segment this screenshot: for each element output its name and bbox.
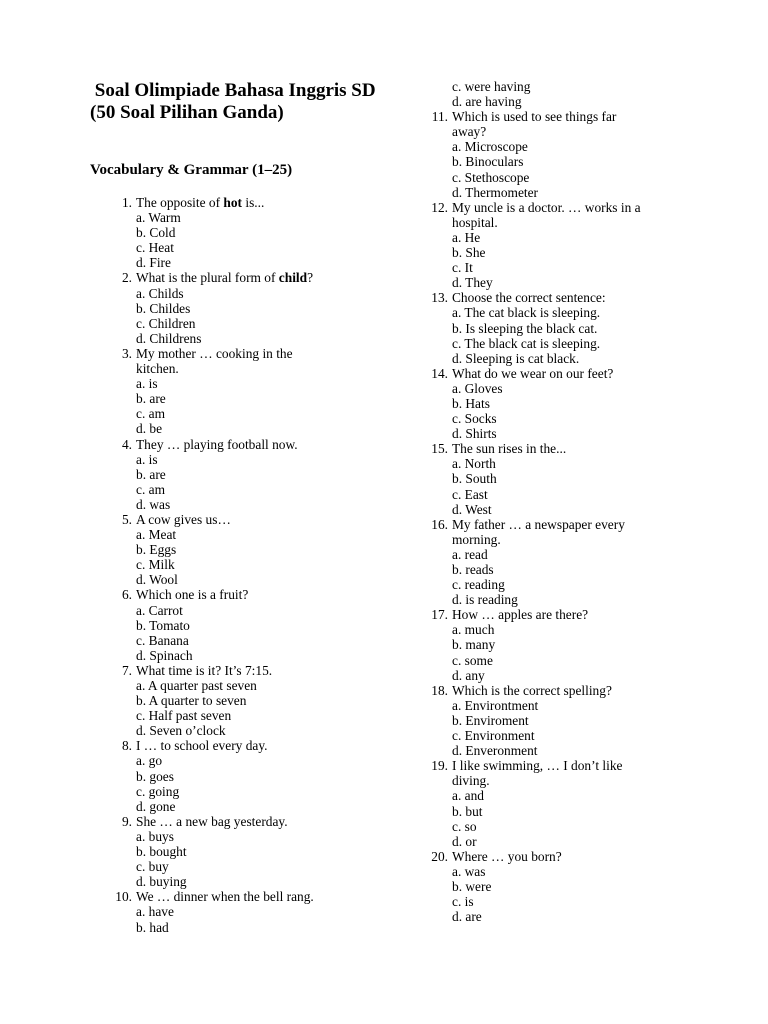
option-d: d. any — [452, 667, 485, 683]
option-c: c. reading — [452, 577, 505, 593]
question-text-part: is... — [242, 195, 265, 210]
question-number: 4. — [121, 436, 132, 452]
document-title: Soal Olimpiade Bahasa Inggris SD (50 Soal Pilihan Ganda) — [90, 80, 381, 123]
question-text — [136, 195, 264, 210]
option-d: d. or — [452, 833, 477, 849]
question-text-continued: away? — [452, 124, 487, 140]
question-text-part: ? — [307, 270, 314, 286]
option-c: c. Stethoscope — [452, 169, 530, 185]
right-column — [426, 79, 676, 924]
option-c: c. were having — [452, 79, 531, 94]
question-number: 10. — [115, 889, 132, 905]
question-text: We … dinner when the bell rang. — [136, 889, 314, 905]
question-number: 9. — [121, 813, 132, 829]
option-a: a. have — [136, 904, 174, 920]
option-d: d. Childrens — [136, 330, 202, 346]
question-text: Where … you born? — [452, 848, 562, 864]
question-number: 14. — [431, 365, 448, 381]
question-number: 18. — [431, 682, 448, 698]
option-d: d. Wool — [136, 572, 178, 588]
question-text: A cow gives us… — [136, 511, 231, 527]
question-number: 11. — [431, 109, 448, 125]
option-a: a. much — [452, 622, 495, 638]
question-2 — [110, 270, 350, 345]
option-a: a. A quarter past seven — [136, 678, 257, 693]
option-b: b. were — [452, 878, 492, 894]
question-number: 7. — [121, 662, 132, 678]
question-number: 19. — [431, 758, 448, 774]
question-17 — [426, 607, 676, 682]
option-c: c. Half past seven — [136, 708, 232, 724]
option-a: a. The cat black is sleeping. — [452, 305, 601, 321]
question-9 — [110, 814, 350, 889]
question-7 — [110, 663, 350, 738]
question-8 — [110, 738, 350, 813]
question-20 — [426, 849, 676, 924]
option-d: d. Thermometer — [452, 184, 539, 200]
option-b: b. had — [136, 919, 169, 935]
option-a: a. Gloves — [452, 380, 503, 396]
question-number: 2. — [121, 270, 132, 286]
option-b: b. South — [452, 471, 497, 487]
option-d: d. They — [452, 275, 493, 291]
option-d: d. was — [136, 496, 171, 512]
option-d: d. Fire — [136, 255, 171, 271]
question-text-continued: kitchen. — [136, 361, 179, 377]
question-text: The sun rises in the... — [452, 441, 567, 457]
option-b: b. Enviroment — [452, 712, 529, 728]
option-a: a. read — [452, 546, 488, 562]
option-a: a. buys — [136, 828, 174, 844]
option-a: a. He — [452, 229, 481, 245]
question-number: 16. — [431, 516, 448, 532]
option-c: c. Heat — [136, 240, 174, 256]
question-text: Which one is a fruit? — [136, 587, 249, 603]
option-b: b. Eggs — [136, 542, 177, 558]
question-number: 13. — [431, 290, 448, 306]
option-a: a. Carrot — [136, 602, 183, 618]
option-c: c. Socks — [452, 411, 497, 427]
option-b: b. Tomato — [136, 617, 190, 633]
option-a: a. is — [136, 376, 158, 392]
option-c: c. going — [136, 783, 180, 799]
question-1 — [110, 195, 350, 270]
option-a: a. North — [452, 456, 496, 472]
option-c: c. is — [452, 894, 474, 910]
question-number: 15. — [431, 441, 448, 457]
question-text-part: What is the plural form of — [136, 270, 279, 286]
option-d: d. Sleeping is cat black. — [452, 350, 580, 366]
option-a: a. Meat — [136, 527, 177, 543]
option-d: d. are — [452, 909, 482, 925]
option-b: b. reads — [452, 562, 494, 577]
option-c: c. am — [136, 406, 165, 422]
option-c: c. Milk — [136, 557, 175, 573]
question-text: Which is the correct spelling? — [452, 682, 612, 698]
question-text — [136, 270, 313, 285]
option-c: c. am — [136, 481, 165, 497]
question-11 — [426, 109, 676, 200]
question-number: 6. — [121, 587, 132, 603]
option-a: a. go — [136, 753, 163, 769]
option-c: c. Environment — [452, 728, 535, 744]
option-a: a. and — [452, 788, 484, 804]
question-text: She … a new bag yesterday. — [136, 813, 288, 829]
option-c: c. It — [452, 260, 473, 276]
option-a: a. is — [136, 451, 158, 467]
option-b: b. Cold — [136, 225, 176, 241]
question-15 — [426, 441, 676, 516]
option-c: c. East — [452, 486, 488, 502]
question-text-continued: hospital. — [452, 214, 498, 230]
question-text: They … playing football now. — [136, 436, 298, 452]
option-d: d. is reading — [452, 592, 518, 608]
option-b: b. bought — [136, 844, 187, 860]
option-a: a. Environtment — [452, 697, 539, 713]
question-text-continued: diving. — [452, 773, 490, 789]
option-c: c. buy — [136, 859, 169, 875]
option-b: b. are — [136, 391, 166, 407]
option-d: d. Enveronment — [452, 743, 538, 759]
question-number: 5. — [121, 511, 132, 527]
question-text: I like swimming, … I don’t like — [452, 758, 623, 774]
section-heading: Vocabulary & Grammar (1–25) — [90, 162, 293, 178]
question-text: I … to school every day. — [136, 738, 268, 754]
question-text: How … apples are there? — [452, 607, 589, 623]
question-18 — [426, 683, 676, 758]
question-number: 20. — [431, 848, 448, 864]
option-d: d. Seven o’clock — [136, 723, 226, 739]
option-b: b. are — [136, 466, 166, 482]
question-number: 8. — [121, 738, 132, 754]
option-d: d. be — [136, 421, 163, 437]
question-number: 17. — [431, 607, 448, 623]
question-text: Choose the correct sentence: — [452, 290, 606, 306]
option-b: b. Is sleeping the black cat. — [452, 320, 598, 336]
option-b: b. goes — [136, 768, 174, 784]
question-5 — [110, 512, 350, 587]
option-b: b. She — [452, 245, 486, 261]
option-d: d. West — [452, 501, 492, 517]
question-keyword: child — [278, 270, 308, 286]
option-a: a. Microscope — [452, 139, 528, 155]
option-b: b. A quarter to seven — [136, 693, 247, 709]
option-a: a. was — [452, 863, 486, 879]
option-d: d. gone — [136, 798, 176, 814]
option-d: d. Shirts — [452, 426, 497, 442]
option-c: c. Banana — [136, 632, 189, 648]
question-text: Which is used to see things far — [452, 109, 617, 125]
option-b: b. many — [452, 637, 496, 653]
question-text-continued: morning. — [452, 531, 501, 547]
option-d: d. are having — [452, 94, 522, 110]
option-d: d. buying — [136, 874, 187, 890]
option-b: b. but — [452, 803, 483, 819]
option-c: c. so — [452, 818, 477, 834]
question-number: 1. — [121, 195, 132, 210]
left-column — [110, 195, 350, 935]
question-13 — [426, 290, 676, 365]
question-6 — [110, 587, 350, 662]
option-b: b. Hats — [452, 395, 490, 411]
option-c: c. Children — [136, 315, 196, 331]
question-number: 3. — [121, 345, 132, 361]
question-12 — [426, 200, 676, 291]
option-d: d. Spinach — [136, 647, 193, 663]
question-text-part: The opposite of — [136, 195, 224, 210]
option-c: c. some — [452, 652, 493, 668]
question-10-continued — [426, 79, 676, 109]
question-text: My mother … cooking in the — [136, 345, 293, 361]
question-14 — [426, 366, 676, 441]
option-b: b. Childes — [136, 300, 191, 316]
option-a: a. Warm — [136, 210, 181, 226]
question-4 — [110, 437, 350, 512]
question-text: What time is it? It’s 7:15. — [136, 662, 273, 678]
question-text: My father … a newspaper every — [452, 516, 625, 532]
option-c: c. The black cat is sleeping. — [452, 335, 601, 351]
question-16 — [426, 517, 676, 608]
question-3 — [110, 346, 350, 437]
question-keyword: hot — [223, 195, 243, 210]
question-text: My uncle is a doctor. … works in a — [452, 199, 641, 215]
question-number: 12. — [431, 199, 448, 215]
question-10 — [110, 889, 350, 934]
option-a: a. Childs — [136, 285, 184, 301]
question-19 — [426, 758, 676, 849]
option-b: b. Binoculars — [452, 154, 524, 170]
question-text: What do we wear on our feet? — [452, 365, 614, 381]
